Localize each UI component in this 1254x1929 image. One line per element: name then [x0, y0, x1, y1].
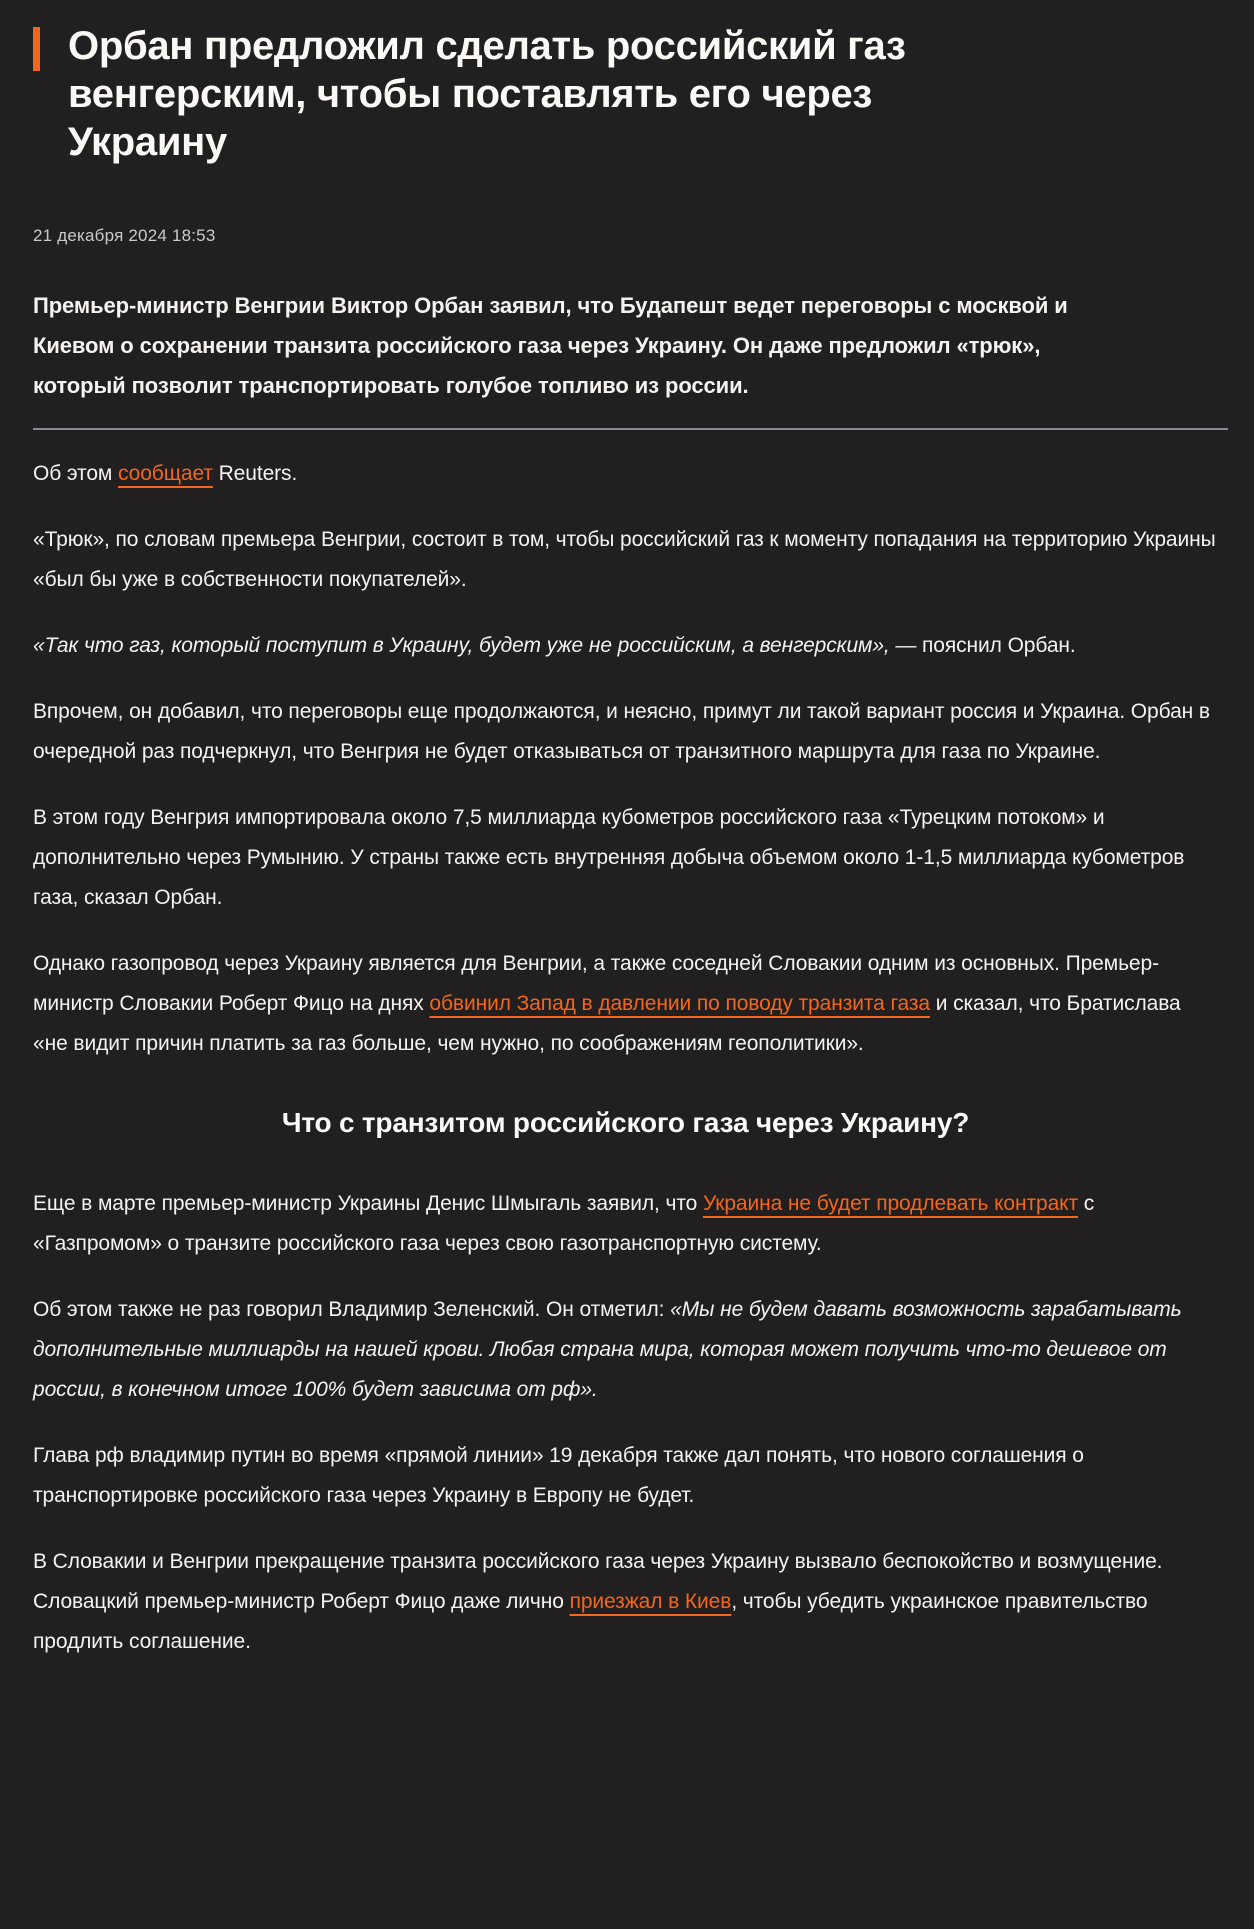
article-body — [33, 454, 1218, 1662]
kyiv-visit-link[interactable]: приезжал в Киев — [569, 1590, 732, 1613]
text-run: Еще в марте премьер-министр Украины Денис Шмыгаль заявил, что — [33, 1192, 703, 1215]
text-run: Reuters. — [212, 462, 298, 485]
article-paragraph — [33, 1542, 1218, 1662]
article-paragraph — [33, 944, 1218, 1064]
text-run: «Мы не будем давать возможность зарабатывать дополнительные миллиарды на нашей крови. Любая страна мира, которая может получить что-то дешевое от россии, в конечном итоге 100% будет зависима от рф». — [33, 1298, 1182, 1401]
text-run: «Так что газ, который поступит в Украину, будет уже не российским, а венгерским», — — [33, 634, 923, 657]
article-paragraph — [33, 692, 1218, 772]
text-run: Об этом — [33, 462, 118, 485]
article-title-text: Орбан предложил сделать российский газ венгерским, чтобы поставлять его через Украину — [68, 24, 906, 164]
text-run: Глава рф владимир путин во время «прямой линии» 19 декабря также дал понять, что нового соглашения о транспортировке российского газа через Украину в Европу не будет. — [33, 1444, 1084, 1507]
article-paragraph — [33, 1436, 1218, 1516]
article-paragraph — [33, 1184, 1218, 1264]
fico-accusation-link[interactable]: обвинил Запад в давлении по поводу транзита газа — [429, 992, 930, 1015]
title-accent-bar — [33, 27, 40, 71]
text-run: Впрочем, он добавил, что переговоры еще продолжаются, и неясно, примут ли такой вариант россия и Украина. Орбан в очередной раз подчеркнул, что Венгрия не будет отказываться от транзитного маршрута для газа по Украине. — [33, 700, 1210, 763]
article-paragraph — [33, 626, 1218, 666]
text-run: пояснил Орбан. — [922, 634, 1076, 657]
article-paragraph — [33, 798, 1218, 918]
text-run: «Трюк», по словам премьера Венгрии, состоит в том, чтобы российский газ к моменту попадания на территорию Украины «был бы уже в собственности покупателей». — [33, 528, 1216, 591]
text-run: В Словакии и Венгрии прекращение транзита российского газа через Украину вызвало беспокойство и возмущение. Словацкий премьер-министр Роберт Фицо даже лично — [33, 1550, 1163, 1613]
article-paragraph — [33, 520, 1218, 600]
text-run: Об этом также не раз говорил Владимир Зеленский. Он отметил: — [33, 1298, 671, 1321]
article-paragraph — [33, 454, 1218, 494]
publish-date: 21 декабря 2024 18:53 — [33, 226, 216, 245]
article-title — [33, 22, 993, 166]
ukraine-contract-link[interactable]: Украина не будет продлевать контракт — [702, 1192, 1079, 1215]
reuters-source-link[interactable]: сообщает — [117, 462, 213, 485]
section-heading: Что с транзитом российского газа через Украину? — [281, 1107, 970, 1138]
article-lead: Премьер-министр Венгрии Виктор Орбан заявил, что Будапешт ведет переговоры с москвой и Киевом о сохранении транзита российского газа через Украину. Он даже предложил «трюк», который позволит транспортировать голубое топливо из россии. — [33, 293, 1068, 398]
text-run: В этом году Венгрия импортировала около 7,5 миллиарда кубометров российского газа «Турецким потоком» и дополнительно через Румынию. У страны также есть внутренняя добыча объемом около 1-1,5 миллиарда кубометров газа, сказал Орбан. — [33, 806, 1185, 909]
article-paragraph — [33, 1290, 1218, 1410]
text-run: с «Газпромом» о транзите российского газа через свою газотранспортную систему. — [33, 1192, 1095, 1255]
text-run: , чтобы убедить украинское правительство продлить соглашение. — [33, 1590, 1148, 1653]
divider — [33, 428, 1228, 430]
text-run: Однако газопровод через Украину является для Венгрии, а также соседней Словакии одним из основных. Премьер-министр Словакии Роберт Фицо на днях — [33, 952, 1159, 1015]
text-run: и сказал, что Братислава «не видит причин платить за газ больше, чем нужно, по соображениям геополитики». — [33, 992, 1181, 1055]
